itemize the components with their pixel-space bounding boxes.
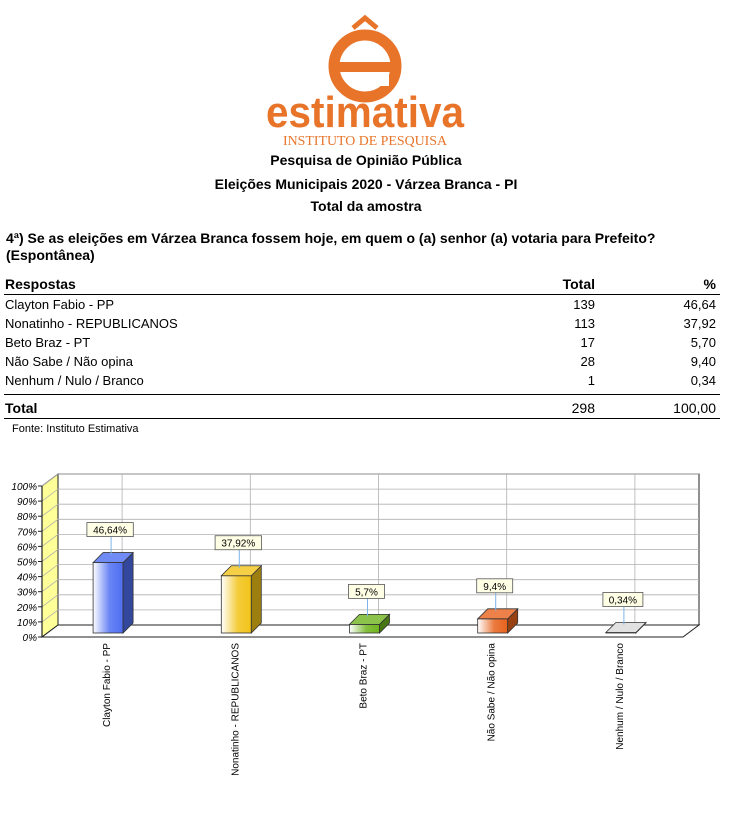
row-total: 113 xyxy=(574,316,595,331)
row-label: Nonatinho - REPUBLICANOS xyxy=(5,316,178,331)
table-total-row xyxy=(4,395,720,419)
bar-chart xyxy=(0,465,732,824)
y-tick-label: 40% xyxy=(16,572,37,584)
survey-title: Pesquisa de Opinião Pública xyxy=(270,152,462,168)
logo-brand-text: estimativa xyxy=(266,88,465,137)
header-percent: % xyxy=(595,274,720,295)
y-tick-label: 100% xyxy=(11,482,37,493)
row-total: 17 xyxy=(580,335,595,350)
y-tick-label: 0% xyxy=(22,633,37,644)
data-label: 5,7% xyxy=(355,587,378,599)
table-header-row xyxy=(4,274,720,295)
table-row xyxy=(4,352,720,371)
data-label: 46,64% xyxy=(93,525,128,537)
header-answers: Respostas xyxy=(4,274,464,295)
bar-side xyxy=(123,553,133,633)
row-percent: 9,40 xyxy=(690,354,716,369)
x-tick-label: Nenhum / Nulo / Branco xyxy=(614,643,626,750)
sample-title: Total da amostra xyxy=(310,198,422,214)
row-total: 28 xyxy=(580,354,595,369)
row-label: Não Sabe / Não opina xyxy=(5,354,133,369)
question-text: 4ª) Se as eleições em Várzea Branca fossem hoje, em quem o (a) senhor (a) votaria para Prefeito? (Espontânea) xyxy=(6,230,656,263)
results-table xyxy=(4,274,720,419)
row-percent: 46,64 xyxy=(683,297,716,312)
y-tick-label: 50% xyxy=(16,557,37,569)
logo-subtitle-text: INSTITUTO DE PESQUISA xyxy=(283,134,448,149)
row-percent: 0,34 xyxy=(690,373,716,388)
row-total: 1 xyxy=(587,373,595,388)
table-row xyxy=(4,333,720,352)
x-tick-label: Não Sabe / Não opina xyxy=(486,643,498,742)
bar-front xyxy=(478,619,508,633)
total-label: Total xyxy=(4,395,464,419)
data-label: 0,34% xyxy=(608,595,638,607)
row-percent: 5,70 xyxy=(690,335,716,350)
total-count: 298 xyxy=(464,395,595,419)
table-row xyxy=(4,314,720,333)
row-total: 139 xyxy=(573,297,595,312)
row-label: Nenhum / Nulo / Branco xyxy=(5,373,144,388)
total-percent: 100,00 xyxy=(595,395,720,419)
row-percent: 37,92 xyxy=(683,316,716,331)
x-tick-label: Nonatinho - REPUBLICANOS xyxy=(230,643,242,776)
y-tick-label: 30% xyxy=(16,587,37,599)
header-total: Total xyxy=(464,274,595,295)
y-tick-label: 70% xyxy=(16,527,37,539)
table-row xyxy=(4,371,720,390)
source-note: Fonte: Instituto Estimativa xyxy=(12,423,139,435)
logo-emblem xyxy=(334,18,396,97)
y-tick-label: 20% xyxy=(16,602,37,614)
row-label: Clayton Fabio - PP xyxy=(5,297,115,312)
y-tick-label: 90% xyxy=(16,497,37,509)
bar-front xyxy=(350,624,380,633)
election-title: Eleições Municipais 2020 - Várzea Branca - PI xyxy=(214,176,518,192)
x-tick-label: Beto Braz - PT xyxy=(358,643,370,709)
y-tick-label: 60% xyxy=(16,542,37,554)
bar-front xyxy=(93,563,123,633)
x-tick-label: Clayton Fabio - PP xyxy=(102,643,114,727)
bar-side xyxy=(251,566,261,633)
row-label: Beto Braz - PT xyxy=(5,335,91,350)
y-tick-label: 80% xyxy=(16,512,37,524)
estimativa-logo xyxy=(255,14,475,154)
bar-front xyxy=(221,576,251,633)
data-label: 37,92% xyxy=(221,538,256,550)
y-tick-label: 10% xyxy=(16,617,37,629)
data-label: 9,4% xyxy=(483,581,507,593)
table-row xyxy=(4,295,720,315)
